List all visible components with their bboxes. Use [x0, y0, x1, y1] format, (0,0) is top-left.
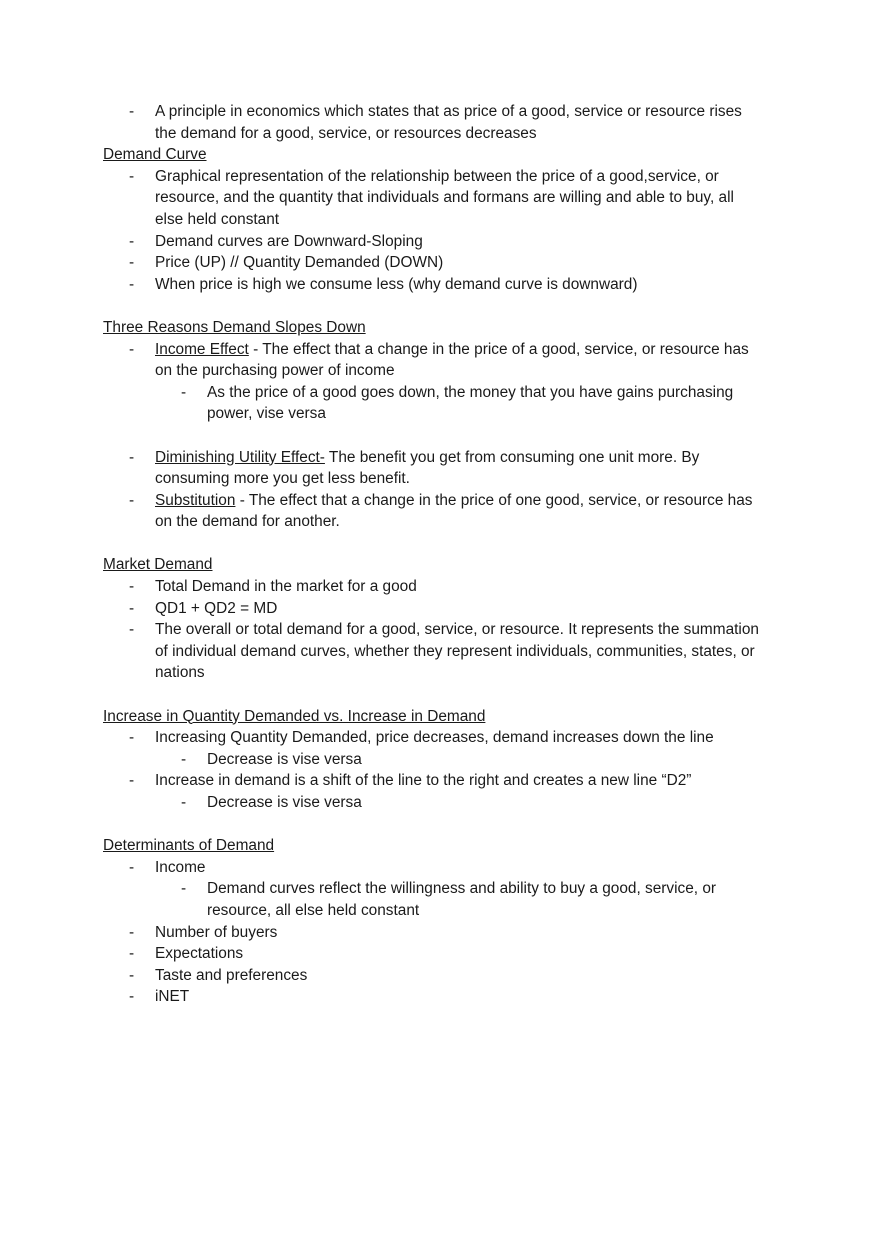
- bullet-dash: -: [129, 729, 135, 747]
- list-item-text: of individual demand curves, whether they represent individuals, communities, states, or: [155, 642, 755, 660]
- list-item-text: Income: [155, 858, 206, 876]
- bullet-dash: -: [129, 275, 135, 293]
- bullet-dash: -: [129, 945, 135, 963]
- bullet-dash: -: [129, 448, 135, 466]
- list-item-text: Expectations: [155, 945, 244, 963]
- list-item: [0, 857, 880, 879]
- bullet-dash: -: [129, 232, 135, 250]
- bullet-dash: -: [181, 750, 187, 768]
- bullet-dash: -: [181, 794, 187, 811]
- list-item: [0, 986, 880, 1008]
- sub-list-item-text: Decrease is vise versa: [207, 794, 362, 811]
- list-item: [0, 965, 880, 987]
- list-item-text: The overall or total demand for a good, service, or resource. It represents the summation: [155, 621, 759, 639]
- notes-page: [0, 101, 880, 1008]
- section-heading-market-demand: Market Demand: [103, 556, 213, 574]
- list-item: [0, 770, 880, 792]
- list-item-text: on the purchasing power of income: [155, 362, 395, 380]
- list-item-text: on the demand for another.: [155, 513, 340, 531]
- list-item-text: nations: [155, 664, 205, 682]
- spacer: [0, 533, 880, 555]
- list-item-text: Increasing Quantity Demanded, price decreases, demand increases down the line: [155, 729, 714, 747]
- list-item-text: Number of buyers: [155, 923, 278, 941]
- list-item-text: Taste and preferences: [155, 966, 308, 984]
- bullet-dash: -: [129, 988, 135, 1006]
- list-item-text: Increase in demand is a shift of the line to the right and creates a new line “D2”: [155, 772, 692, 790]
- intro-text-line1: A principle in economics which states that as price of a good, service or resource rises: [155, 103, 742, 120]
- bullet-dash: -: [129, 167, 135, 185]
- bullet-dash: -: [129, 491, 135, 509]
- list-item-substitution: [0, 490, 880, 512]
- bullet-dash: -: [181, 383, 187, 401]
- intro-text-line2: the demand for a good, service, or resources decreases: [155, 124, 537, 142]
- list-item-text: - The effect that a change in the price of one good, service, or resource has: [235, 491, 753, 509]
- sub-list-item-text: resource, all else held constant: [207, 901, 420, 919]
- section-heading-increase: Increase in Quantity Demanded vs. Increase in Demand: [103, 707, 486, 725]
- spacer: [0, 814, 880, 836]
- bullet-dash: -: [129, 254, 135, 272]
- spacer: [0, 684, 880, 706]
- list-item-text: - The effect that a change in the price of a good, service, or resource has: [248, 340, 749, 358]
- list-item: [0, 619, 880, 641]
- bullet-dash: -: [129, 858, 135, 876]
- list-item: [0, 922, 880, 944]
- list-item-text: consuming more you get less benefit.: [155, 470, 410, 488]
- bullet-dash: -: [129, 772, 135, 790]
- list-item: [0, 274, 880, 296]
- list-item-text: Graphical representation of the relationship between the price of a good,service, or: [155, 167, 719, 185]
- list-item-text: Demand curves are Downward-Sloping: [155, 232, 423, 250]
- list-item-income-effect: [0, 339, 880, 361]
- intro-bullet: [0, 101, 880, 123]
- list-item-text: Price (UP) // Quantity Demanded (DOWN): [155, 254, 444, 272]
- list-item-text: resource, and the quantity that individuals and formans are willing and able to buy, all: [155, 189, 734, 207]
- list-item: [0, 943, 880, 965]
- sub-list-item-text: Decrease is vise versa: [207, 750, 362, 768]
- sub-list-item-text: power, vise versa: [207, 405, 326, 423]
- list-item: [0, 576, 880, 598]
- sub-list-item: [0, 792, 880, 814]
- list-item-text: When price is high we consume less (why demand curve is downward): [155, 275, 638, 293]
- section-heading-three-reasons: Three Reasons Demand Slopes Down: [103, 318, 366, 336]
- section-heading-determinants: Determinants of Demand: [103, 837, 275, 855]
- list-item: [0, 231, 880, 253]
- term-substitution: Substitution: [155, 491, 236, 509]
- list-item: [0, 166, 880, 188]
- section-heading-demand-curve: Demand Curve: [103, 146, 207, 164]
- sub-list-item-text: Demand curves reflect the willingness and ability to buy a good, service, or: [207, 880, 717, 898]
- bullet-dash: -: [129, 340, 135, 358]
- bullet-dash: -: [129, 966, 135, 984]
- bullet-dash: -: [129, 923, 135, 941]
- sub-list-item: [0, 382, 880, 404]
- bullet-dash: -: [129, 578, 135, 596]
- bullet-dash: -: [181, 880, 187, 898]
- term-diminishing-utility: Diminishing Utility Effect-: [155, 448, 325, 466]
- term-income-effect: Income Effect: [155, 340, 249, 358]
- list-item: [0, 727, 880, 749]
- spacer: [0, 425, 880, 447]
- list-item-text: iNET: [155, 988, 190, 1006]
- list-item-text: else held constant: [155, 210, 280, 228]
- sub-list-item-text: As the price of a good goes down, the money that you have gains purchasing: [207, 383, 734, 401]
- list-item: [0, 598, 880, 620]
- bullet-dash: -: [129, 599, 135, 617]
- list-item-diminishing-utility: [0, 447, 880, 469]
- list-item: [0, 252, 880, 274]
- sub-list-item: [0, 878, 880, 900]
- list-item-text: The benefit you get from consuming one unit more. By: [324, 448, 700, 466]
- bullet-dash: -: [129, 621, 135, 639]
- list-item-text: QD1 + QD2 = MD: [155, 599, 278, 617]
- bullet-dash: -: [129, 103, 135, 120]
- sub-list-item: [0, 749, 880, 771]
- list-item-text: Total Demand in the market for a good: [155, 578, 417, 596]
- spacer: [0, 295, 880, 317]
